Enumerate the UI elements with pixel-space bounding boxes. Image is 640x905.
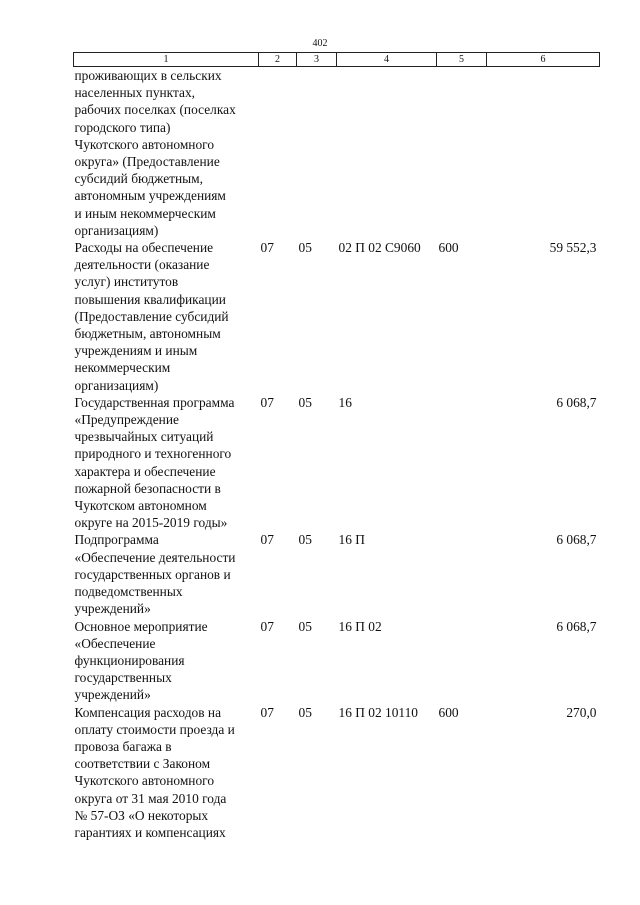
column-number-2: 2	[259, 53, 297, 67]
row-name: проживающих в сельских населенных пунктах, рабочих поселках (поселках городского типа) Чукотского автономного округа» (Предоставление субсидий бюджетным, автономным учреждениям и иным некоммерческим организациям)	[74, 68, 236, 238]
row-name: Подпрограмма «Обеспечение деятельности государственных органов и подведомственных учреждений»	[74, 532, 236, 617]
table-row	[74, 704, 600, 842]
row-subsection: 05	[298, 704, 312, 720]
table-row	[74, 531, 600, 617]
row-section: 07	[260, 394, 274, 410]
row-expense-type	[437, 67, 487, 240]
row-section: 07	[260, 704, 274, 720]
row-expense-type	[437, 618, 487, 704]
row-target: 16	[338, 394, 352, 410]
row-target: 16 П 02 10110	[338, 704, 418, 720]
row-section	[259, 67, 297, 240]
row-name: Основное мероприятие «Обеспечение функционирования государственных учреждений»	[74, 618, 208, 703]
table-row	[74, 394, 600, 532]
row-name: Государственная программа «Предупреждение чрезвычайных ситуаций природного и техногенного характера и обеспечение пожарной безопасности в Чукотском автономном округе на 2015-2019 годы»	[74, 394, 235, 531]
budget-table	[73, 52, 600, 841]
row-subsection	[297, 67, 337, 240]
table-row	[74, 67, 600, 240]
row-expense-type: 600	[438, 704, 459, 720]
row-name: Компенсация расходов на оплату стоимости проезда и провоза багажа в соответствии с Законом Чукотского автономного округа от 31 мая 2010 года № 57-ОЗ «О некоторых гарантиях и компенсациях	[74, 704, 235, 840]
column-number-6: 6	[487, 53, 600, 67]
row-amount: 270,0	[566, 704, 597, 720]
page-number: 402	[312, 38, 328, 49]
column-number-5: 5	[437, 53, 487, 67]
row-amount: 6 068,7	[556, 394, 597, 410]
row-section: 07	[260, 532, 274, 548]
row-subsection: 05	[298, 240, 312, 256]
row-target: 16 П 02	[338, 618, 382, 634]
column-number-4: 4	[337, 53, 437, 67]
row-amount: 6 068,7	[556, 618, 597, 634]
row-target	[337, 67, 437, 240]
row-section: 07	[260, 618, 274, 634]
row-subsection: 05	[298, 394, 312, 410]
row-section: 07	[260, 240, 274, 256]
column-number-1: 1	[74, 53, 259, 67]
row-expense-type	[437, 394, 487, 532]
row-target: 16 П	[338, 532, 365, 548]
column-number-row	[74, 53, 600, 67]
row-subsection: 05	[298, 618, 312, 634]
row-target: 02 П 02 С9060	[338, 240, 421, 256]
row-amount: 6 068,7	[556, 532, 597, 548]
row-expense-type: 600	[438, 240, 459, 256]
row-amount: 59 552,3	[549, 240, 597, 256]
row-name: Расходы на обеспечение деятельности (оказание услуг) институтов повышения квалификации (Предоставление субсидий бюджетным, автономным учреждениям и иным некоммерческим организациям)	[74, 240, 229, 393]
table-row	[74, 239, 600, 394]
row-subsection: 05	[298, 532, 312, 548]
table-row	[74, 618, 600, 704]
row-expense-type	[437, 531, 487, 617]
row-amount	[487, 67, 600, 240]
column-number-3: 3	[297, 53, 337, 67]
